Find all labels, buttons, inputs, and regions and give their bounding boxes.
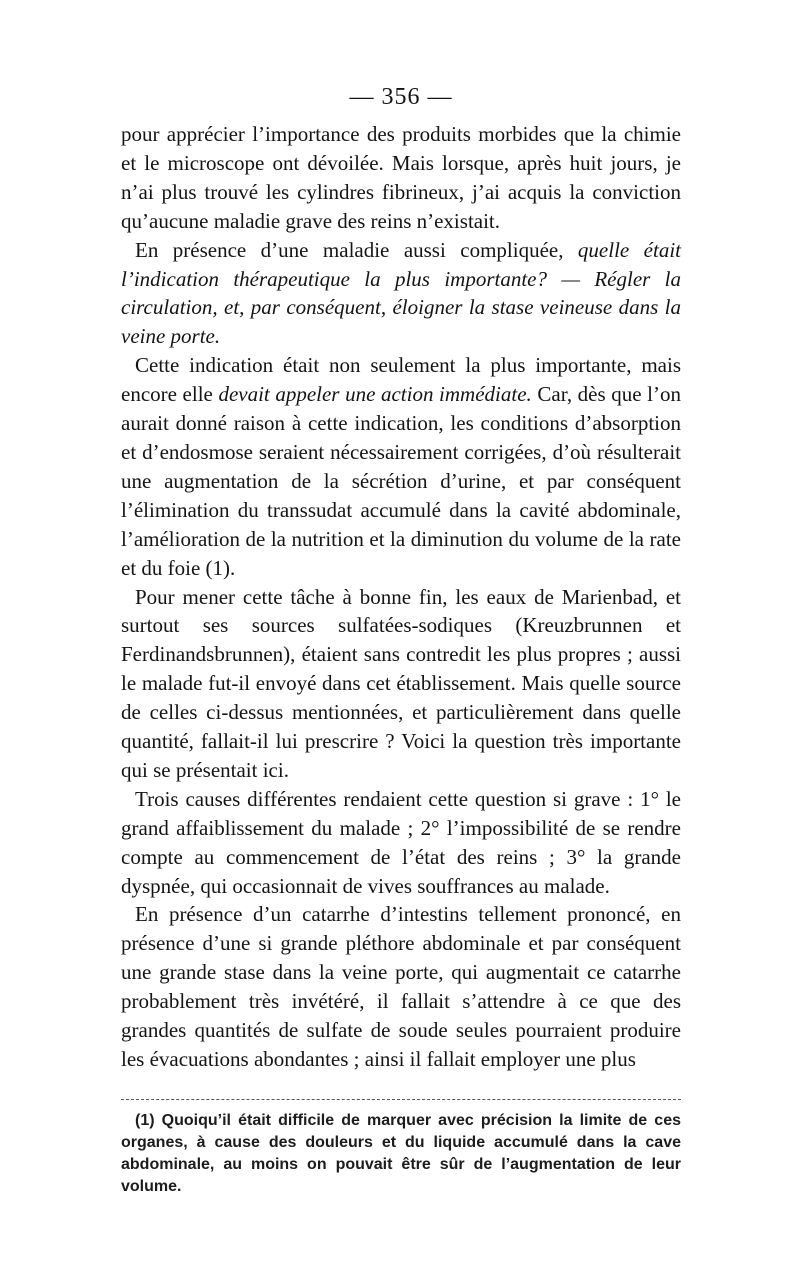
paragraph <box>121 900 681 1073</box>
book-page <box>121 82 681 1198</box>
paragraph-text: pour apprécier l’importance des produits morbides que la chimie et le microscope ont dévoilée. Mais lorsque, après huit jours, je n’ai plus trouvé les cylindres fibrineux, j’ai acquis la conviction qu’aucune maladie grave des reins n’existait. <box>121 122 681 233</box>
paragraph-text: Trois causes différentes rendaient cette question si grave : 1° le grand affaiblissement du malade ; 2° l’impossibilité de se rendre compte au commencement de l’état des reins ; 3° la grande dyspnée, qui occasionnait de vives souffrances au malade. <box>121 786 681 898</box>
paragraph-text: Pour mener cette tâche à bonne fin, les eaux de Marienbad, et surtout ses sources sulfatées-sodiques (Kreuzbrunnen et Ferdinandsbrunnen), étaient sans contredit les plus propres ; aussi le malade fut-il envoyé dans cet établissement. Mais quelle source de celles ci-dessus mentionnées, et particulièrement dans quelle quantité, fallait-il lui prescrire ? Voici la question très importante qui se présentait ici. <box>121 584 681 782</box>
italic-text: devait appeler une action immédiate. <box>218 382 532 407</box>
paragraph-text: En présence d’un catarrhe d’intestins tellement prononcé, en présence d’une si grande pléthore abdominale et par conséquent une grande stase dans la veine porte, qui augmentait ce catarrhe probablement très invétéré, il fallait s’attendre à ce que des grandes quantités de sulfate de soude seules pourraient produire les évacuations abondantes ; ainsi il fallait employer une plus <box>121 902 681 1071</box>
italic-text: quelle était l’indication thérapeutique la plus importante? — Régler la circulation, et, par conséquent, éloigner la stase veineuse dans la veine porte. <box>121 237 681 349</box>
footnote-divider <box>121 1099 681 1100</box>
paragraph <box>121 583 681 785</box>
page-number: — 356 — <box>349 84 453 110</box>
paragraph-text: Car, dès que l’on aurait donné raison à cette indication, les conditions d’absorption et d’endosmose seraient nécessairement corrigées, d’où résulterait une augmentation de la sécrétion d’urine, et par conséquent l’élimination du transsudat accumulé dans la cavité abdominale, l’amélioration de la nutrition et la diminution du volume de la rate et du foie (1). <box>121 382 681 580</box>
paragraph-text: Cette indication était non seulement la plus importante, mais encore elle <box>121 353 681 407</box>
paragraph <box>121 351 681 582</box>
footnote: (1) Quoiqu’il était difficile de marquer avec précision la limite de ces organes, à cause des douleurs et du liquide accumulé dans la cave abdominale, au moins on pouvait être sûr de l’augmentation de leur volume. <box>121 1111 681 1195</box>
paragraph <box>121 120 681 236</box>
body-text <box>121 120 681 1074</box>
paragraph-text: En présence d’une maladie aussi compliquée, <box>135 237 578 262</box>
paragraph <box>121 236 681 352</box>
paragraph <box>121 785 681 901</box>
